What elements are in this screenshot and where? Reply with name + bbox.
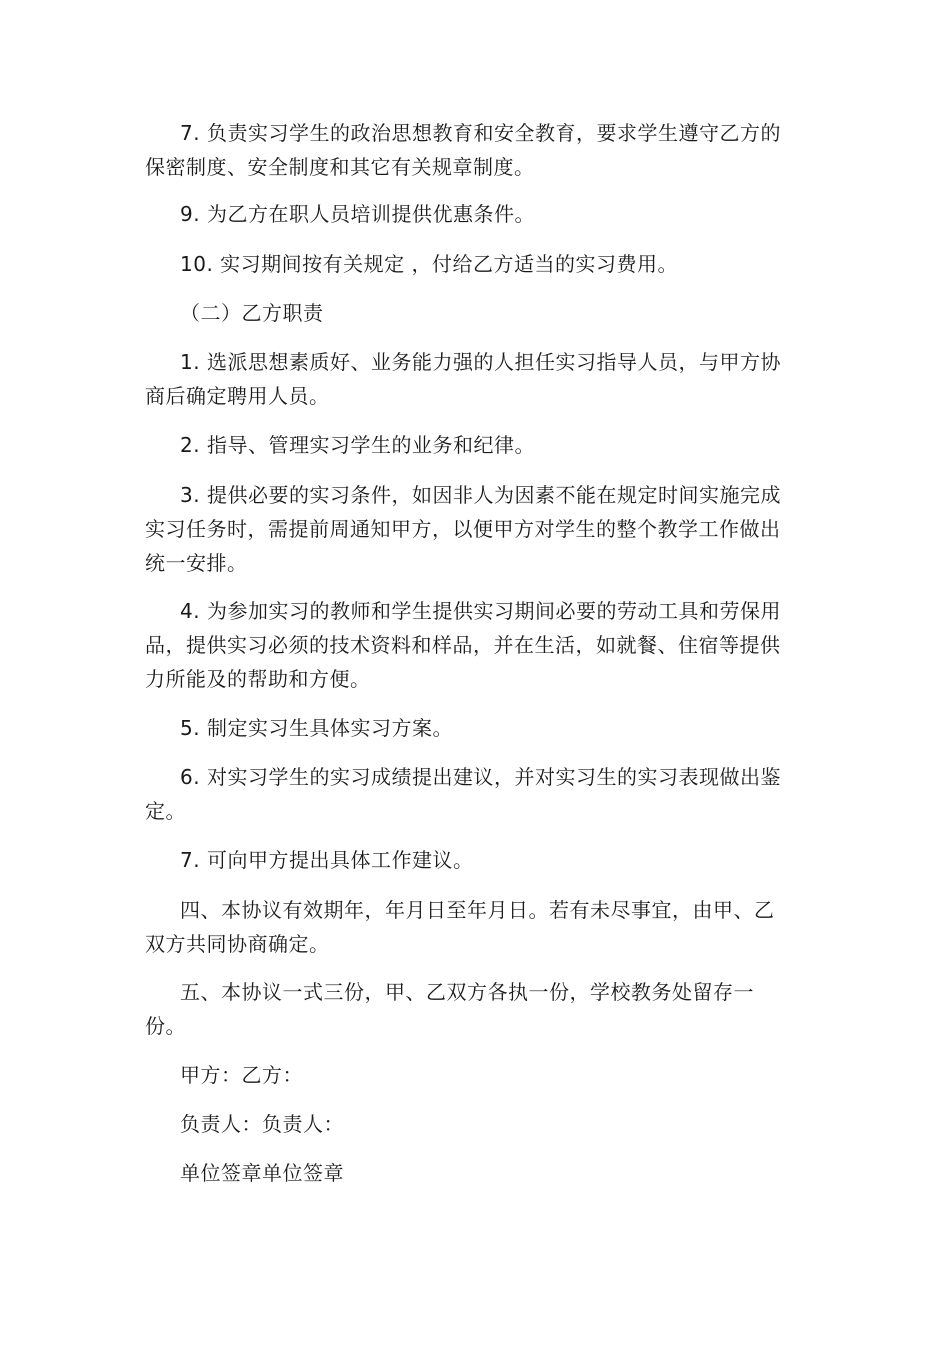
clause-9-training-conditions: 9. 为乙方在职人员培训提供优惠条件。 (180, 202, 535, 226)
party-b-item-5: 5. 制定实习生具体实习方案。 (180, 716, 453, 740)
clause-10-internship-fees: 10. 实习期间按有关规定 ，付给乙方适当的实习费用。 (180, 252, 679, 276)
article-5-copies: 五、本协议一式三份，甲、乙双方各执一份，学校教务处留存一份。 (145, 980, 754, 1038)
party-b-item-2: 2. 指导、管理实习学生的业务和纪律。 (180, 433, 535, 457)
signature-seal-line: 单位签章单位签章 (180, 1161, 344, 1185)
party-b-item-7: 7. 可向甲方提出具体工作建议。 (180, 848, 474, 872)
party-b-item-4: 4. 为参加实习的教师和学生提供实习期间必要的劳动工具和劳保用品，提供实习必须的技术资料和样品，并在生活，如就餐、住宿等提供力所能及的帮助和方便。 (145, 599, 781, 691)
party-b-item-3: 3. 提供必要的实习条件，如因非人为因素不能在规定时间实施完成实习任务时，需提前周通知甲方，以便甲方对学生的整个教学工作做出统一安排。 (145, 483, 781, 575)
party-b-item-1: 1. 选派思想素质好、业务能力强的人担任实习指导人员，与甲方协商后确定聘用人员。 (145, 350, 781, 408)
section-heading-party-b-duties: （二）乙方职责 (180, 301, 324, 325)
party-b-item-6: 6. 对实习学生的实习成绩提出建议，并对实习生的实习表现做出鉴定。 (145, 765, 781, 823)
clause-7-political-education: 7. 负责实习学生的政治思想教育和安全教育，要求学生遵守乙方的保密制度、安全制度和其它有关规章制度。 (145, 121, 781, 179)
article-4-validity: 四、本协议有效期年，年月日至年月日。若有未尽事宜，由甲、乙双方共同协商确定。 (145, 898, 775, 956)
signature-parties-line: 甲方：乙方： (180, 1063, 303, 1087)
signature-responsible-line: 负责人：负责人： (180, 1112, 344, 1136)
